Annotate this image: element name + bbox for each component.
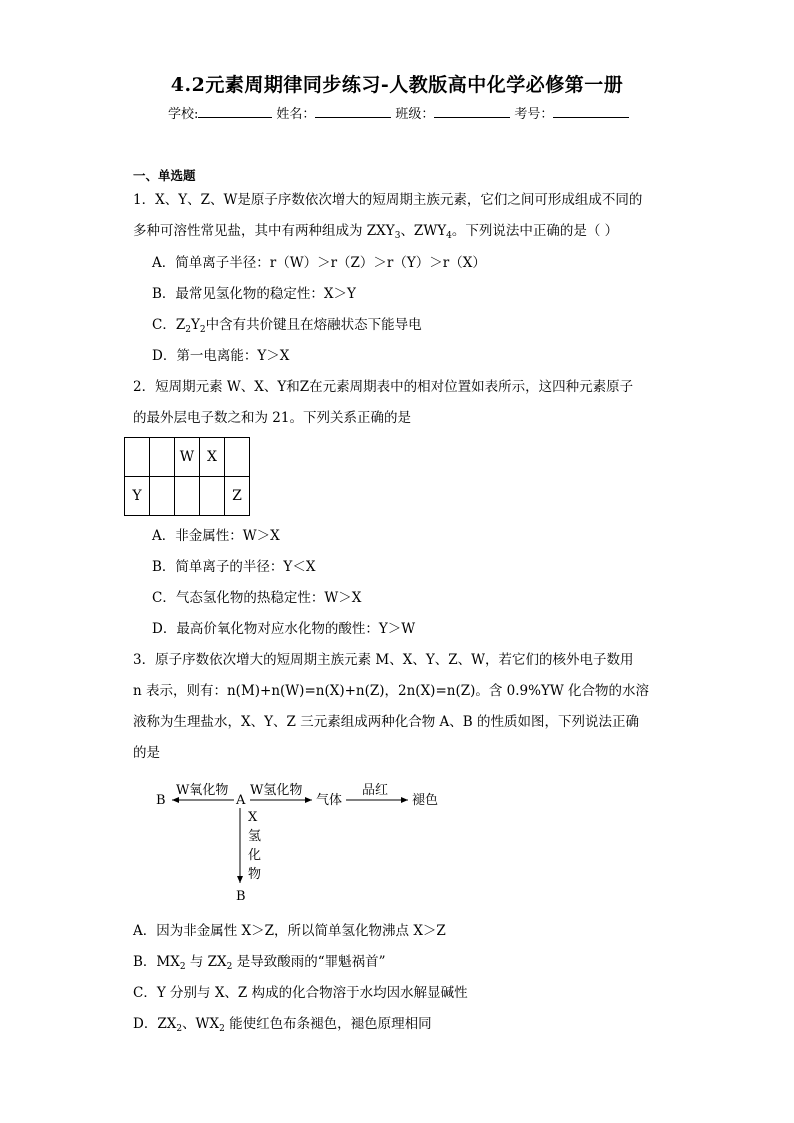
- q3-stem-line2: n 表示，则有：n(M)+n(W)=n(X)+n(Z)，2n(X)=n(Z)。含 0.9%YW 化合物的水溶: [133, 683, 650, 699]
- q3-option-d: D．$ZX_2$、$WX_2$ 能使红色布条褪色，褪色原理相同: [133, 1016, 432, 1034]
- section-heading: 一、单选题: [133, 168, 196, 183]
- q1-option-d: D．第一电离能：Y＞X: [152, 348, 290, 364]
- diagram-node-b-bottom: B: [236, 889, 246, 904]
- diagram-node-a: A: [236, 793, 246, 808]
- name-label: 姓名：: [276, 107, 316, 122]
- school-blank[interactable]: [198, 103, 272, 118]
- class-blank[interactable]: [434, 103, 510, 118]
- exam-no-label: 考号：: [514, 107, 554, 122]
- diagram-label-w-hydride: W氢化物: [250, 783, 303, 798]
- table-cell: [200, 477, 225, 516]
- table-row: [125, 477, 250, 516]
- diagram-label-wu: 物: [248, 867, 262, 882]
- student-info-row: [168, 103, 633, 122]
- diagram-label-w-oxide: W氧化物: [176, 783, 229, 798]
- diagram-label-qing: 氢: [248, 829, 262, 844]
- q1-option-b: B．最常见氢化物的稳定性：X＞Y: [152, 286, 356, 302]
- q1-option-a: A．简单离子半径：r（W）＞r（Z）＞r（Y）＞r（X）: [152, 255, 486, 271]
- table-row: [125, 438, 250, 477]
- table-cell: [125, 438, 150, 477]
- table-cell: X: [200, 438, 225, 477]
- q2-option-a: A．非金属性：W＞X: [152, 528, 280, 544]
- q2-stem-line2: 的最外层电子数之和为 21。下列关系正确的是: [133, 410, 411, 426]
- table-cell: [175, 477, 200, 516]
- reaction-diagram: [150, 780, 450, 905]
- q2-option-d: D．最高价氧化物对应水化物的酸性：Y＞W: [152, 621, 416, 637]
- periodic-position-table: [124, 437, 250, 516]
- q2-stem-line1: 2．短周期元素 W、X、Y和Z在元素周期表中的相对位置如表所示，这四种元素原子: [133, 379, 634, 395]
- q3-option-b: B．$MX_2$ 与 $ZX_2$ 是导致酸雨的“罪魁祸首”: [133, 954, 386, 972]
- q1-stem-line2: 多种可溶性常见盐，其中有两种组成为 $ZXY_3$、$ZWY_4$。下列说法中正确的是（ ）: [133, 223, 619, 241]
- exam-no-blank[interactable]: [553, 103, 629, 118]
- diagram-label-x: X: [248, 810, 258, 825]
- q2-option-b: B．简单离子的半径：Y＜X: [152, 559, 316, 575]
- q3-stem-line3: 液称为生理盐水，X、Y、Z 三元素组成两种化合物 A、B 的性质如图，下列说法正确: [133, 714, 639, 730]
- page-title: 4.2元素周期律同步练习-人教版高中化学必修第一册: [170, 74, 624, 96]
- name-blank[interactable]: [315, 103, 391, 118]
- q3-option-c: C．Y 分别与 X、Z 构成的化合物溶于水均因水解显碱性: [133, 985, 468, 1001]
- diagram-label-pinhong: 品红: [362, 783, 389, 798]
- q2-option-c: C．气态氢化物的热稳定性：W＞X: [152, 590, 362, 606]
- q1-stem-line1: 1．X、Y、Z、W是原子序数依次增大的短周期主族元素，它们之间可形成组成不同的: [133, 192, 643, 208]
- table-cell: Y: [125, 477, 150, 516]
- school-label: 学校:: [168, 107, 199, 122]
- table-cell: W: [175, 438, 200, 477]
- diagram-node-fade: 褪色: [412, 793, 439, 808]
- table-cell: [225, 438, 250, 477]
- table-cell: [150, 438, 175, 477]
- class-label: 班级：: [395, 107, 435, 122]
- q3-stem-line4: 的是: [133, 745, 160, 761]
- table-cell: Z: [225, 477, 250, 516]
- q3-stem-line1: 3．原子序数依次增大的短周期主族元素 M、X、Y、Z、W，若它们的核外电子数用: [133, 652, 634, 668]
- diagram-node-gas: 气体: [316, 793, 343, 808]
- diagram-node-b-left: B: [156, 793, 166, 808]
- q3-option-a: A．因为非金属性 X＞Z，所以简单氢化物沸点 X＞Z: [133, 923, 446, 939]
- q1-option-c: C．$Z_2Y_2$中含有共价键且在熔融状态下能导电: [152, 317, 422, 335]
- diagram-label-hua: 化: [248, 848, 262, 863]
- table-cell: [150, 477, 175, 516]
